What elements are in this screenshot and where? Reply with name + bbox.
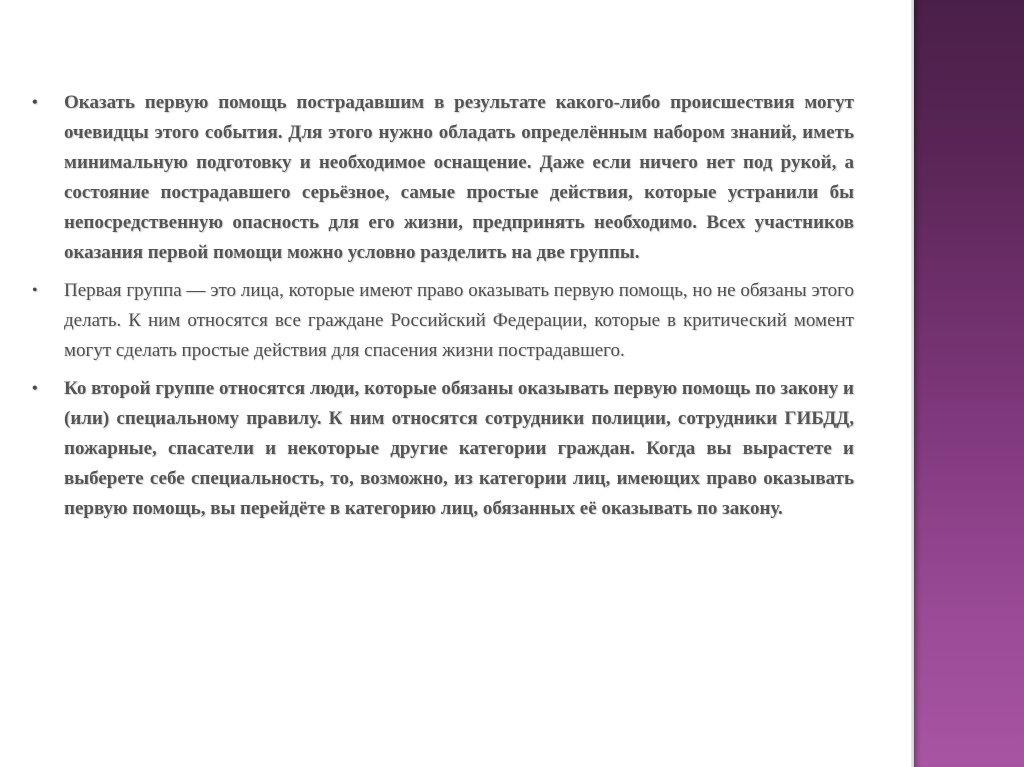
bullet-text: Оказать первую помощь пострадавшим в результате какого-либо происшествия могут очевидцы этого события. Для этого нужно обладать определённым набором знаний, иметь минимальную подготовку и необходимое оснащение. Даже если ничего нет под рукой, а состояние пострадавшего серьёзное, самые простые действия, которые устранили бы непосредственную опасность для его жизни, предпринять необходимо. Всех участников оказания первой помощи можно условно разделить на две группы. [64,92,854,263]
decorative-side-band [914,0,1024,767]
bullet-marker-icon: • [32,282,38,299]
bullet-list [32,88,854,532]
bullet-item-3 [32,374,854,524]
bullet-text: Первая группа — это лица, которые имеют право оказывать первую помощь, но не обязаны этого делать. К ним относятся все граждане Российский Федерации, которые в критический момент могут сделать простые действия для спасения жизни пострадавшего. [64,280,854,361]
bullet-item-1 [32,88,854,268]
bullet-text: Ко второй группе относятся люди, которые обязаны оказывать первую помощь по закону и (или) специальному правилу. К ним относятся сотрудники полиции, сотрудники ГИБДД, пожарные, спасатели и некоторые другие категории граждан. Когда вы вырастете и выберете себе специальность, то, возможно, из категории лиц, имеющих право оказывать первую помощь, вы перейдёте в категорию лиц, обязанных её оказывать по закону. [64,378,854,519]
bullet-marker-icon: • [32,94,38,111]
bullet-marker-icon: • [32,380,38,397]
bullet-item-2 [32,276,854,366]
